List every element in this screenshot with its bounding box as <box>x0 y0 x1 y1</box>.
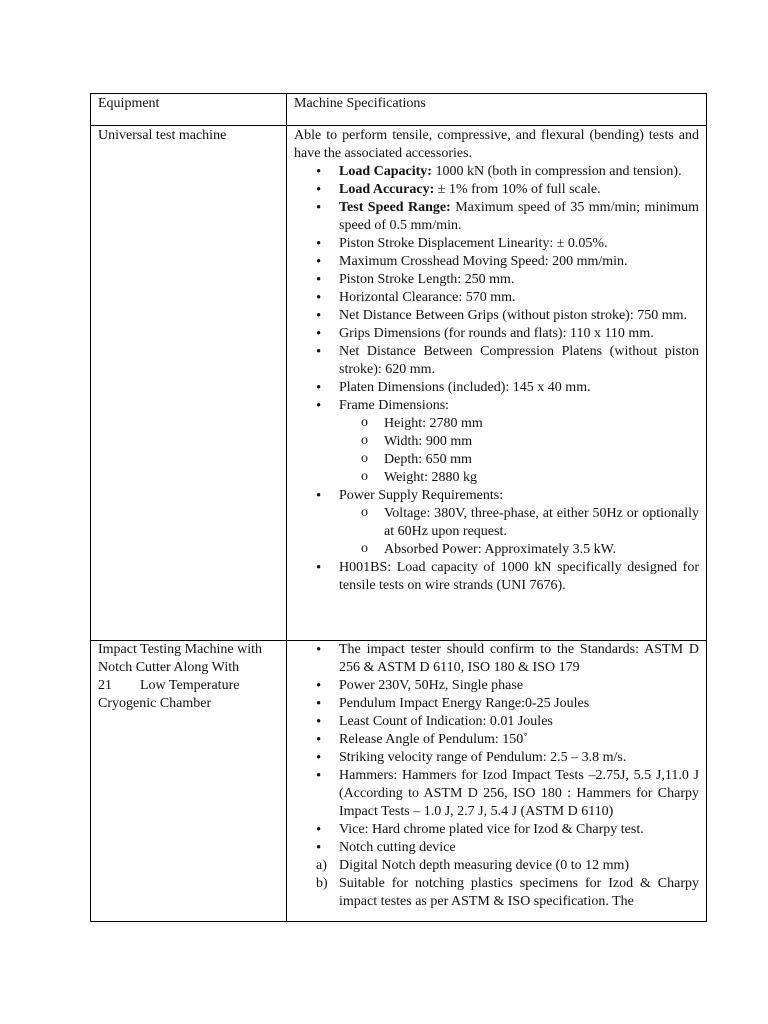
sub-list-item: o Absorbed Power: Approximately 3.5 kW. <box>339 541 699 559</box>
list-item <box>294 163 699 181</box>
list-item: • Power 230V, 50Hz, Single phase <box>294 677 699 695</box>
list-item: • Hammers: Hammers for Izod Impact Tests –2.75J, 5.5 J,11.0 J (According to ASTM D 256, ISO 180 : Hammers for Charpy Impact Tests – 1.0 J, 2.7 J, 5.4 J (ASTM D 6110) <box>294 767 699 821</box>
spec-value: Grips Dimensions (for rounds and flats): 110 x 110 mm. <box>339 326 654 341</box>
spec-label: Test Speed Range: <box>339 200 451 215</box>
lettered-item <box>294 875 699 911</box>
specifications-cell <box>287 641 707 922</box>
sub-list-item: o Weight: 2880 kg <box>339 469 699 487</box>
lettered-item <box>294 857 699 875</box>
list-item <box>294 343 699 379</box>
spec-value: 1000 kN (both in compression and tension). <box>431 164 682 179</box>
list-item <box>294 235 699 253</box>
table-row <box>91 126 707 641</box>
list-item: • The impact tester should confirm to the Standards: ASTM D 256 & ASTM D 6110, ISO 180 & ISO 179 <box>294 641 699 677</box>
spec-list <box>294 163 699 595</box>
list-item <box>294 397 699 487</box>
list-item <box>294 271 699 289</box>
spec-label: Load Capacity: <box>339 164 432 179</box>
sub-list-item: o Height: 2780 mm <box>339 415 699 433</box>
list-item <box>294 199 699 235</box>
list-item <box>294 559 699 595</box>
equipment-cell <box>91 126 287 641</box>
spec-value: Net Distance Between Grips (without piston stroke): 750 mm. <box>339 308 687 323</box>
spec-label: Load Accuracy: <box>339 182 435 197</box>
header-machine-specifications: Machine Specifications <box>287 94 707 126</box>
list-item: • Release Angle of Pendulum: 150˚ <box>294 731 699 749</box>
equipment-cell <box>91 641 287 922</box>
sub-list-item: o Depth: 650 mm <box>339 451 699 469</box>
spec-value: ± 1% from 10% of full scale. <box>434 182 601 197</box>
spec-value: H001BS: Load capacity of 1000 kN specifically designed for tensile tests on wire strands (UNI 7676). <box>339 560 699 593</box>
spec-value: Maximum Crosshead Moving Speed: 200 mm/min. <box>339 254 628 269</box>
spec-value: Piston Stroke Length: 250 mm. <box>339 272 515 287</box>
list-item <box>294 487 699 559</box>
list-item <box>294 289 699 307</box>
lettered-item-text: Suitable for notching plastics specimens for Izod & Charpy impact testes as per ASTM & ISO specification. The <box>339 876 699 909</box>
power-supply-sublist <box>339 505 699 559</box>
list-item: • Pendulum Impact Energy Range:0-25 Joules <box>294 695 699 713</box>
spec-list <box>294 641 699 857</box>
sub-list-item: o Voltage: 380V, three-phase, at either 50Hz or optionally at 60Hz upon request. <box>339 505 699 541</box>
header-equipment: Equipment <box>91 94 287 126</box>
list-item <box>294 379 699 397</box>
spec-value: Maximum speed of 35 mm/min; minimum speed of 0.5 mm/min. <box>339 200 700 233</box>
list-item <box>294 325 699 343</box>
table-header-row <box>91 94 707 126</box>
equipment-name: Impact Testing Machine with Notch Cutter Along With 21 Low Temperature Cryogenic Chamber <box>98 642 263 711</box>
equipment-name: Universal test machine <box>98 128 227 143</box>
list-item: • Striking velocity range of Pendulum: 2.5 – 3.8 m/s. <box>294 749 699 767</box>
sub-list-item: o Width: 900 mm <box>339 433 699 451</box>
spec-value: Net Distance Between Compression Platens (without piston stroke): 620 mm. <box>339 344 699 377</box>
specifications-table <box>90 93 707 922</box>
spec-value: Horizontal Clearance: 570 mm. <box>339 290 516 305</box>
table-row <box>91 641 707 922</box>
list-item: • Vice: Hard chrome plated vice for Izod & Charpy test. <box>294 821 699 839</box>
specifications-cell <box>287 126 707 641</box>
spec-value: Frame Dimensions: <box>339 398 450 413</box>
spec-value: Platen Dimensions (included): 145 x 40 mm. <box>339 380 591 395</box>
frame-dimensions-sublist <box>339 415 699 487</box>
spec-value: Power Supply Requirements: <box>339 488 504 503</box>
spec-value: Piston Stroke Displacement Linearity: ± 0.05%. <box>339 236 608 251</box>
lettered-item-text: Digital Notch depth measuring device (0 to 12 mm) <box>339 858 630 873</box>
notch-device-sublist <box>294 857 699 911</box>
list-item <box>294 253 699 271</box>
list-item <box>294 307 699 325</box>
list-item <box>294 181 699 199</box>
list-item: • Notch cutting device <box>294 839 699 857</box>
spec-intro: Able to perform tensile, compressive, and flexural (bending) tests and have the associated accessories. <box>294 128 699 161</box>
list-item: • Least Count of Indication: 0.01 Joules <box>294 713 699 731</box>
